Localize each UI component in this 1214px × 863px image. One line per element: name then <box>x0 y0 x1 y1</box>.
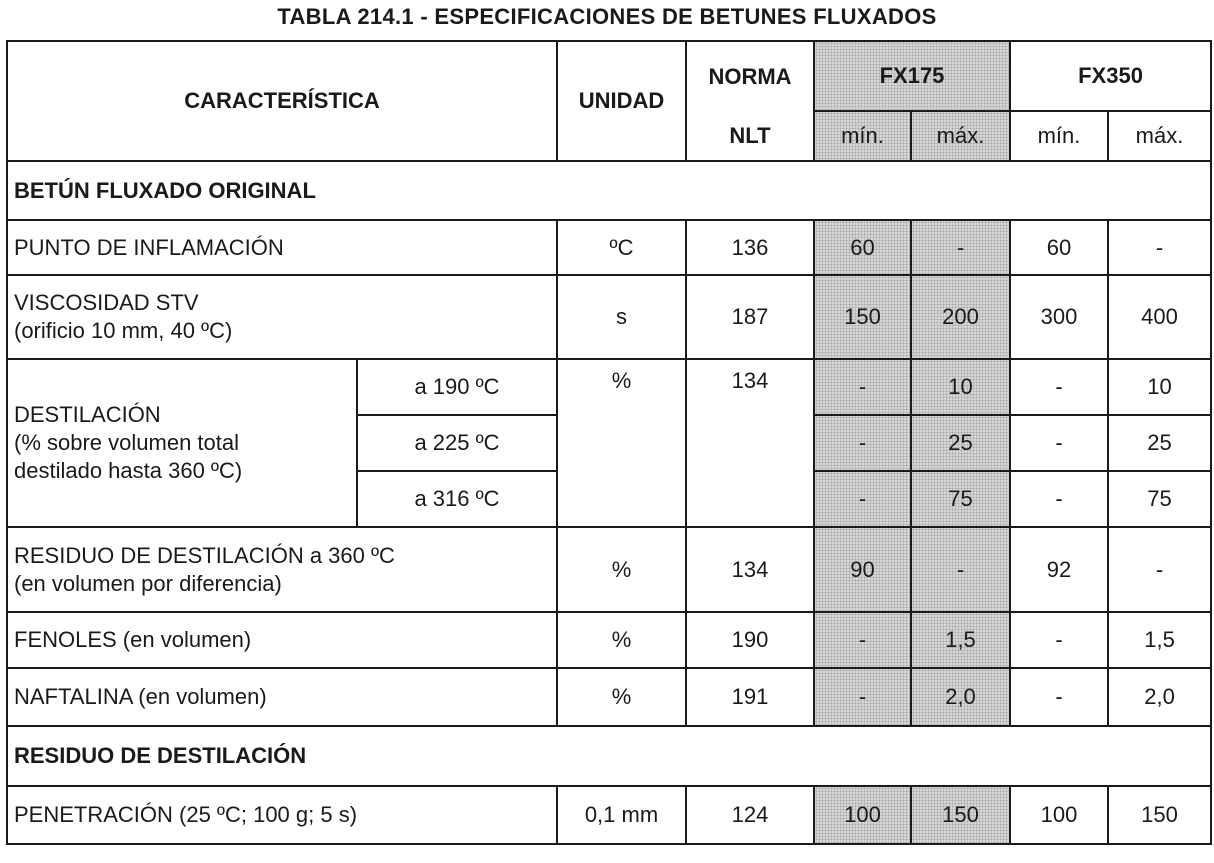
cell-fx350-min: 60 <box>1010 220 1108 275</box>
cell-fx350-max: 25 <box>1108 415 1211 471</box>
row-label-line: (% sobre volumen total <box>14 430 239 455</box>
table-row <box>7 275 1211 359</box>
row-unit: % <box>557 612 686 668</box>
row-nlt: 134 <box>686 359 814 527</box>
header-fx175-min: mín. <box>814 111 911 161</box>
row-nlt: 134 <box>686 527 814 612</box>
header-unidad: UNIDAD <box>557 41 686 161</box>
cell-fx350-max: 150 <box>1108 786 1211 844</box>
section-row-original <box>7 161 1211 220</box>
row-nlt: 124 <box>686 786 814 844</box>
row-label-line: (en volumen por diferencia) <box>14 570 282 596</box>
cell-fx350-max: 10 <box>1108 359 1211 415</box>
cell-fx350-min: - <box>1010 612 1108 668</box>
cell-fx175-min: - <box>814 668 911 726</box>
header-fx175: FX175 <box>814 41 1010 111</box>
specifications-table <box>6 40 1212 845</box>
row-nlt: 190 <box>686 612 814 668</box>
row-unit: % <box>557 527 686 612</box>
header-fx350: FX350 <box>1010 41 1211 111</box>
cell-fx175-max: - <box>911 527 1010 612</box>
cell-fx175-max: 25 <box>911 415 1010 471</box>
header-norma <box>686 41 814 111</box>
row-label-line: DESTILACIÓN <box>14 402 161 427</box>
cell-fx350-max: 400 <box>1108 275 1211 359</box>
cell-fx175-min: - <box>814 612 911 668</box>
row-label <box>7 527 557 612</box>
row-sublabel: a 190 ºC <box>357 359 557 415</box>
cell-fx350-max: 2,0 <box>1108 668 1211 726</box>
row-unit: % <box>557 359 686 527</box>
table-row <box>7 786 1211 844</box>
cell-fx350-max: 1,5 <box>1108 612 1211 668</box>
cell-fx350-min: 92 <box>1010 527 1108 612</box>
section-original: BETÚN FLUXADO ORIGINAL <box>7 161 1211 220</box>
cell-fx350-max: 75 <box>1108 471 1211 527</box>
cell-fx175-max: 1,5 <box>911 612 1010 668</box>
cell-fx350-max: - <box>1108 527 1211 612</box>
row-unit: s <box>557 275 686 359</box>
cell-fx175-max: 2,0 <box>911 668 1010 726</box>
cell-fx175-min: - <box>814 415 911 471</box>
row-label: PENETRACIÓN (25 ºC; 100 g; 5 s) <box>7 786 557 844</box>
row-unit: 0,1 mm <box>557 786 686 844</box>
cell-fx350-min: 300 <box>1010 275 1108 359</box>
cell-fx175-max: 150 <box>911 786 1010 844</box>
row-unit: ºC <box>557 220 686 275</box>
cell-fx175-min: 90 <box>814 527 911 612</box>
row-nlt: 191 <box>686 668 814 726</box>
table-row <box>7 220 1211 275</box>
cell-fx175-min: - <box>814 471 911 527</box>
header-caracteristica: CARACTERÍSTICA <box>7 41 557 161</box>
cell-fx175-min: 150 <box>814 275 911 359</box>
row-nlt: 136 <box>686 220 814 275</box>
header-fx350-max: máx. <box>1108 111 1211 161</box>
cell-fx175-max: 200 <box>911 275 1010 359</box>
table-row <box>7 612 1211 668</box>
cell-fx350-min: - <box>1010 668 1108 726</box>
row-label <box>7 359 357 527</box>
cell-fx350-min: - <box>1010 471 1108 527</box>
row-label-line: (orificio 10 mm, 40 ºC) <box>14 318 233 343</box>
row-label: PUNTO DE INFLAMACIÓN <box>7 220 557 275</box>
row-nlt: 187 <box>686 275 814 359</box>
table-title: TABLA 214.1 - ESPECIFICACIONES DE BETUNES FLUXADOS <box>277 4 937 29</box>
section-row-residuo <box>7 726 1211 786</box>
cell-fx350-min: - <box>1010 415 1108 471</box>
row-sublabel: a 225 ºC <box>357 415 557 471</box>
table-row <box>7 668 1211 726</box>
cell-fx175-min: 60 <box>814 220 911 275</box>
cell-fx350-max: - <box>1108 220 1211 275</box>
table-row <box>7 527 1211 612</box>
row-label-line: VISCOSIDAD STV <box>14 290 199 315</box>
row-label-line: destilado hasta 360 ºC) <box>14 458 243 483</box>
cell-fx175-max: 10 <box>911 359 1010 415</box>
cell-fx175-max: - <box>911 220 1010 275</box>
row-unit: % <box>557 668 686 726</box>
row-label-line: RESIDUO DE DESTILACIÓN a 360 ºC <box>14 542 395 568</box>
table-row <box>7 359 1211 415</box>
cell-fx350-min: 100 <box>1010 786 1108 844</box>
header-fx175-max: máx. <box>911 111 1010 161</box>
header-norma-label: NORMA <box>708 63 792 89</box>
row-label: FENOLES (en volumen) <box>7 612 557 668</box>
row-sublabel: a 316 ºC <box>357 471 557 527</box>
cell-fx175-min: - <box>814 359 911 415</box>
header-nlt: NLT <box>686 111 814 161</box>
row-label: NAFTALINA (en volumen) <box>7 668 557 726</box>
section-residuo: RESIDUO DE DESTILACIÓN <box>7 726 1211 786</box>
cell-fx175-min: 100 <box>814 786 911 844</box>
cell-fx175-max: 75 <box>911 471 1010 527</box>
row-label <box>7 275 557 359</box>
header-fx350-min: mín. <box>1010 111 1108 161</box>
cell-fx350-min: - <box>1010 359 1108 415</box>
header-row-1 <box>7 41 1211 111</box>
